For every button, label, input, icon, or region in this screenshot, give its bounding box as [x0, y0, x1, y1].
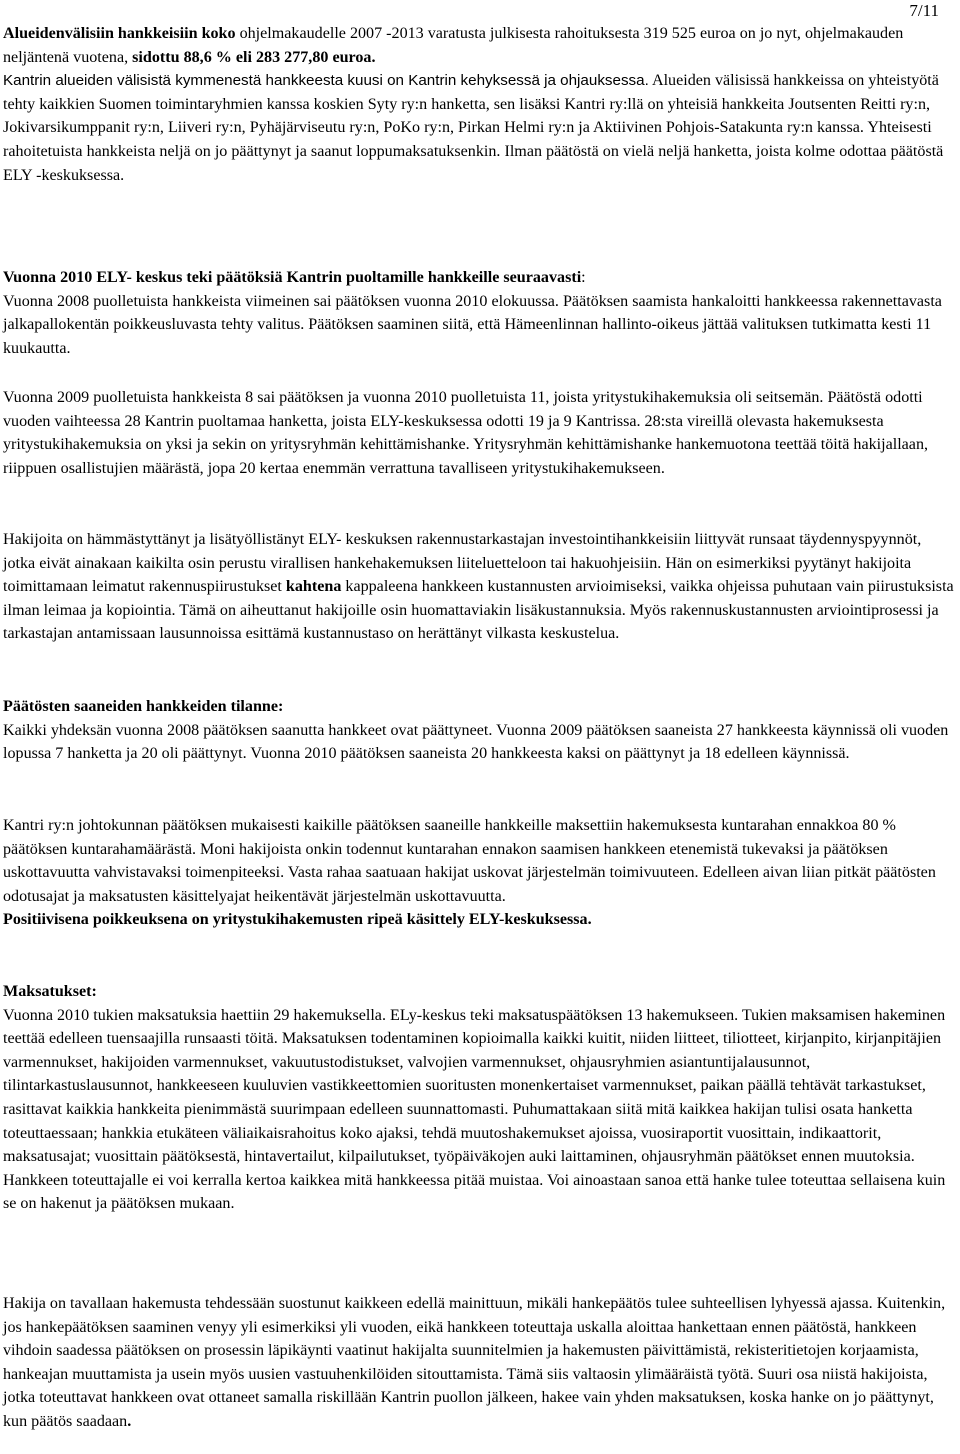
- text: Vuonna 2008 puolletuista hankkeista viimeinen sai päätöksen vuonna 2010 elokuussa. Päätöksen saamista hankaloitti hankkeessa rakennettavasta jalkapallokentän poikkeusluvasta tehty valitus. Päätöksen saaminen siitä, että Hämeenlinnan hallinto-oikeus jättää valituksen tutkimatta kesti 11 kuukautta.: [3, 292, 942, 357]
- page-number: 7/11: [909, 1, 939, 20]
- paragraph-advance-payments: [3, 814, 957, 932]
- text: ohjelmakaudelle 2007 -2013 varatusta julkisesta rahoituksesta 319 525 euroa on jo nyt, ohjelmakauden neljäntenä vuotena,: [3, 25, 904, 66]
- sans-sentence: Kantrin alueiden välisistä kymmenestä hankkeesta kuusi on Kantrin kehyksessä ja ohjauksessa.: [3, 72, 649, 90]
- section-heading: Maksatukset:: [3, 983, 97, 1000]
- text: Hakijoita on hämmästyttänyt ja lisätyöllistänyt ELY- keskuksen rakennustarkastajan investointihankkeisiin liittyvät runsaat täydennyspyynnöt, jotka eivät ainakaan kaikilta osin perustu virallisen hankehakemuksen liiteluetteloon tai hakuohjeisiin. Hän on esimerkiksi pyytänyt hakijoita toimittamaan leimatut rakennuspiirustukset: [3, 531, 922, 596]
- emphasis-bold: kahtena: [285, 578, 342, 596]
- paragraph-interregional-projects: [3, 22, 957, 187]
- paragraph-project-status: [3, 695, 957, 766]
- final-period: .: [127, 1412, 132, 1430]
- text: Kantri ry:n johtokunnan päätöksen mukaisesti kaikille päätöksen saaneille hankkeille maksettiin hakemuksesta kuntarahan ennakkoa 80 % päätöksen kuntarahamäärästä. Moni hakijoista onkin todennut kuntarahan ennakon saamisen hankkeen etenemistä tukevaksi ja päätöksen uskottavuutta vahvistavaksi toimenpiteeksi. Vasta rahaa saatuaan hakijat uskovat järjestelmän toimivuuteen. Edelleen aivan liian pitkät päätösten odotusajat ja maksatusten käsittelyajat heikentävät järjestelmän uskottavuutta.: [3, 817, 936, 905]
- section-heading: Päätösten saaneiden hankkeiden tilanne:: [3, 698, 284, 715]
- text: Vuonna 2010 tukien maksatuksia haettiin 29 hakemuksella. ELy-keskus teki maksatuspäätöksen 13 hakemukseen. Tukien maksamisen hakeminen teettää edelleen tuensaajilla runsaasti töitä. Maksatuksen todentaminen kopioimalla kaikki kuitit, niiden liitteet, tiliotteet, kirjanpito, kirjanpitäjien varmennukset, hakijoiden varmennukset, vakuutustodistukset, valvojien varmennukset, ohjausryhmien asiantuntijalausunnot, tilintarkastuslausunnot, hankkeeseen kuuluvien vastikkeettomien suoritusten monenkertaiset varmennukset, paikan päällä tehtävät tarkastukset, rasittavat kaikkia hankkeita pienimmästä suurimpaan edelleen suunnattomasti. Puhumattakaan siitä mitä kaikkea hakijan tulisi osata hanketta toteuttaessaan; hankkia etukäteen väliaikaisrahoitus koko ajaksi, tehdä muutoshakemukset ajoissa, vuosiraportit vuosittain, indikaattorit, maksatusajat; vuosittain päätöksestä, hintavertailut, kilpailutukset, työpäiväkojen auki laittaminen, ohjausryhmän päätökset ennen muutoksia.: [3, 1006, 946, 1166]
- text: Hankkeen toteuttajalle ei voi kerralla kertoa kaikkea mitä hankkeessa pitää muistaa. Voi ainoastaan sanoa että hanke tulee toteuttaa sellaisena kuin se on hakenut ja päätöksen mukaan.: [3, 1171, 946, 1213]
- text: Alueiden välisissä hankkeissa on yhteistyötä tehty kaikkien Suomen toimintaryhmien kanssa koskien Syty ry:n hanketta, sen lisäksi Kantri ry:llä on yhteisiä hankkeita Joutsenten Reitti ry:n, Jokivarsikumppanit ry:n, Liiveri ry:n, Pyhäjärviseutu ry:n, PoKo ry:n, Pirkan Helmi ry:n ja Aktiivinen Pohjois-Satakunta ry:n kanssa.: [3, 72, 939, 137]
- paragraph-payments: [3, 980, 957, 1216]
- paragraph-applicant: [3, 1292, 957, 1434]
- paragraph-building-inspector: [3, 528, 957, 646]
- text: Kaikki yhdeksän vuonna 2008 päätöksen saanutta hankkeet ovat päättyneet. Vuonna 2009 päätöksen saaneista 27 hankkeesta käynnissä oli vuoden lopussa 7 hanketta ja 20 oli päättynyt. Vuonna 2010 päätöksen saaneista 20 hankkeesta kaksi on päättynyt ja 18 edelleen käynnissä.: [3, 721, 949, 763]
- lead-bold: Alueidenvälisiin hankkeisiin koko: [3, 25, 236, 42]
- heading-colon: :: [581, 269, 586, 286]
- text: Hakija on tavallaan hakemusta tehdessään suostunut kaikkeen edellä mainittuun, mikäli hankepäätös tulee suhteellisen lyhyessä ajassa. Kuitenkin, jos hankepäätöksen saaminen venyy yli esimerkiksi yli vuoden, eikä hankkeen toteuttaja uskalla aloittaa hankettaan ennen päätöstä, hankkeen vihdoin saadessa päätöksen on prosessin läpikäynti vaatinut hakijalta suunnitelmien ja hakemusten päivittämistä, rekisteritietojen korjaamista, hankeajan muuttamista ja usein myös uusien vastuuhenkilöiden sitouttamista. Tämä siis valtaosin ylimääräistä työtä. Suuri osa niistä hakijoista, jotka toteuttavat hankkeen ovat ottaneet samalla riskillään Kantrin puollon jälkeen, hakee vain yhden maksatuksen, koska hanke on jo päättynyt, kun päätös saadaan: [3, 1295, 946, 1430]
- committed-sum: sidottu 88,6 % eli 283 277,80 euroa.: [132, 48, 376, 66]
- text: Vuonna 2009 puolletuista hankkeista 8 sai päätöksen ja vuonna 2010 puolletuista 11, joista yritystukihakemuksia oli seitsemän. Päätöstä odotti vuoden vaihteessa 28 Kantrin puoltamaa hanketta, joista ELY-keskuksessa odotti 19 ja 9 Kantrissa. 28:sta vireillä olevasta hakemuksesta yritystukihakemuksia on yksi ja sekin on yritysryhmän kehittämishanke. Yritysryhmän kehittämishanke hankemuotona teettää töitä hakijallaan, riippuen osallistujien määrästä, jopa 20 kertaa enemmän verrattuna tavalliseen yritystukihakemukseen.: [3, 389, 929, 477]
- section-heading: Vuonna 2010 ELY- keskus teki päätöksiä Kantrin puoltamille hankkeille seuraavasti: [3, 269, 582, 286]
- paragraph-2009-projects: [3, 386, 957, 480]
- positive-exception: Positiivisena poikkeuksena on yritystukihakemusten ripeä käsittely ELY-keskuksessa.: [3, 911, 592, 929]
- text: kappaleena hankkeen kustannusten arvioimiseksi, vaikka ohjeissa puhutaan vain piirustuksista ilman leimaa ja kopiointia. Tämä on aiheuttanut hakijoille osin huomattaviakin lisäkustannuksia. Myös rakennuskustannusten arviointiprosessi ja tarkastajan antamissaan lausunnoissa esittämä kustannustaso on herättänyt vilkasta keskustelua.: [3, 578, 954, 643]
- text: Yhteisesti rahoitetuista hankkeista neljä on jo päättynyt ja saanut loppumaksatuksenkin. Ilman päätöstä on vielä neljä hanketta, joista kolme odottaa päätöstä ELY -keskuksessa.: [3, 119, 944, 184]
- paragraph-2010-decisions: [3, 266, 957, 360]
